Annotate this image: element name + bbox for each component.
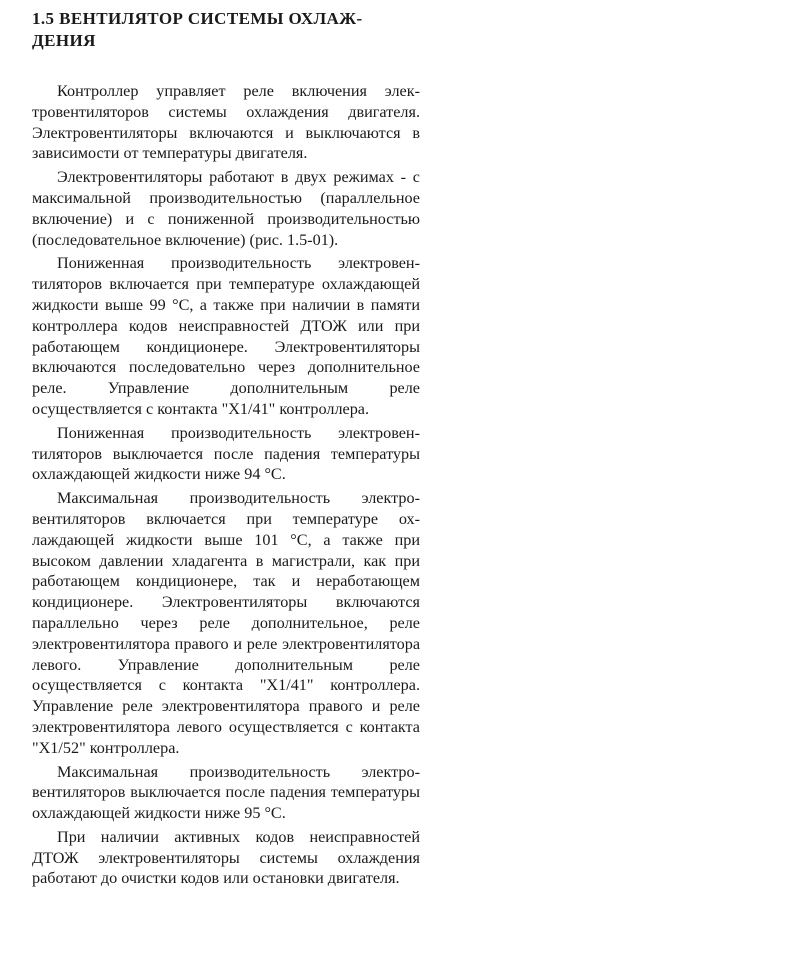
paragraph-low-speed-off: Пониженная производительность электровентиляторов выключается после падения температуры охлаждающей жидкости ниже 94 °С. <box>32 423 420 484</box>
paragraph-fan-modes: Электровентиляторы работают в двух режимах - с максимальной производительностью (параллельное включение) и с пониженной производительностью (последовательное включение) (рис. 1.5-01). <box>32 168 420 249</box>
paragraph-controller-relay: Контроллер управляет реле включения электровентиляторов системы охлаждения двигателя. Электровентиляторы включаются и выключаются в зависимости от температуры двигателя. <box>32 82 420 163</box>
paragraph-high-speed-off: Максимальная производительность электровентиляторов выключается после падения температуры охлаждающей жидкости ниже 95 °С. <box>32 762 420 823</box>
paragraph-low-speed-on: Пониженная производительность электровентиляторов включается при температуре охлаждающей жидкости выше 99 °С, а также при наличии в памяти контроллера кодов неисправностей ДТОЖ или при работающем кондиционере. Электровентиляторы включаются последовательно через дополнительное реле. Управление дополнительным реле осуществляется с контакта "X1/41" контроллера. <box>32 254 420 418</box>
document-page <box>32 8 420 892</box>
paragraph-fault-codes: При наличии активных кодов неисправностей ДТОЖ электровентиляторы системы охлаждения работают до очистки кодов или остановки двигателя. <box>32 827 420 888</box>
section-heading: 1.5 ВЕНТИЛЯТОР СИСТЕМЫ ОХЛАЖДЕНИЯ <box>32 9 363 50</box>
paragraph-high-speed-on: Максимальная производительность электровентиляторов включается при температуре охлаждающей жидкости выше 101 °С, а также при высоком давлении хладагента в магистрали, как при работающем кондиционере, так и неработающем кондиционере. Электровентиляторы включаются параллельно через реле дополнительное, реле электровентилятора правого и реле электровентилятора левого. Управление дополнительным реле осуществляется с контакта "X1/41" контроллера. Управление реле электровентилятора правого и реле электровентилятора левого осуществляется с контакта "X1/52" контроллера. <box>32 489 420 757</box>
